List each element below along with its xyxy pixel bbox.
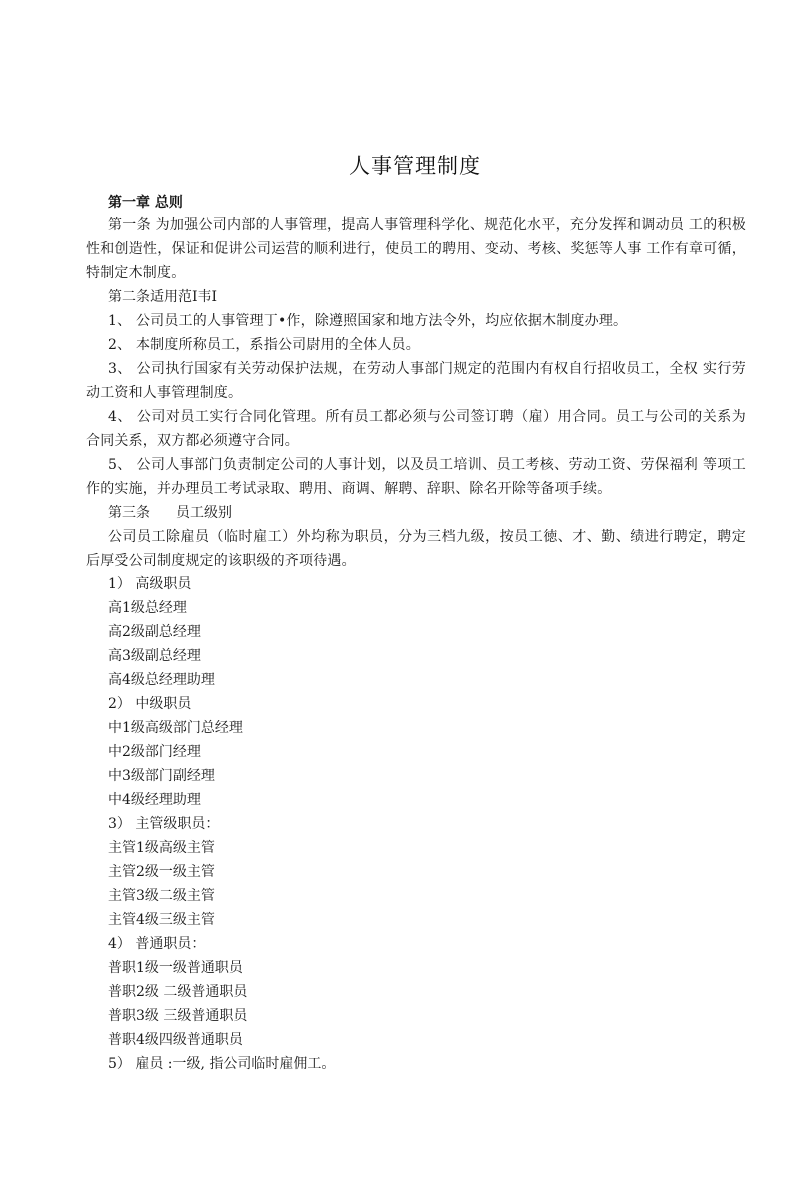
level-item: 高3级副总经理	[108, 648, 201, 664]
level-item: 主管3级二级主管	[108, 888, 215, 904]
article-2-item-5: 5、 公司人事部门负责制定公司的人事计划，以及员工培训、员工考核、劳动工资、劳保福利 等项工作的实施，并办理员工考试录取、聘用、商调、解聘、辞职、除名开除等备项手续。	[86, 457, 746, 497]
article-2-item-2: 2、 本制度所称员工，系指公司尉用的全体人员。	[108, 337, 420, 353]
article-3-paragraph: 公司员工除雇员（临时雇工）外均称为职员，分为三档九级，按员工徳、才、勤、绩进行聘定，聘定后厚受公司制度规定的该职级的齐项待遇。	[86, 529, 746, 569]
article-3-heading	[108, 501, 232, 525]
level-category: 3） 主管级职员：	[108, 816, 220, 832]
level-item: 中4级经理助理	[108, 792, 201, 808]
level-item: 普职4级四级普通职员	[108, 1032, 243, 1048]
article-3-label: 第三条	[108, 505, 150, 521]
level-item: 中1级高级部门总经理	[108, 720, 243, 736]
level-item: 高1级总经理	[108, 600, 187, 616]
level-item: 普职2级 二级普通职员	[108, 984, 248, 1000]
chapter-heading: 第一章 总则	[108, 195, 183, 211]
article-1-paragraph: 第一条 为加强公司内部的人事管理，提高人事管理科学化、规范化水平，充分发挥和调动员 工的积极性和创造性，保证和促讲公司运营的顺利进行，使员工的聘用、变动、考核、奖惩等人事 工作有章可循，特制定木制度。	[86, 217, 746, 281]
level-category: 5） 雇员 :一级, 指公司临时雇佣工。	[108, 1056, 336, 1072]
level-item: 中2级部门经理	[108, 744, 201, 760]
document-title: 人事管理制度	[349, 154, 481, 178]
level-item: 主管1级高级主管	[108, 840, 215, 856]
level-item: 高2级副总经理	[108, 624, 201, 640]
level-category: 2） 中级职员	[108, 696, 192, 712]
level-category: 1） 高级职员	[108, 576, 192, 592]
level-item: 普职3级 三级普通职员	[108, 1008, 248, 1024]
level-item: 主管2级一级主管	[108, 864, 215, 880]
level-item: 主管4级三级主管	[108, 912, 215, 928]
article-3-title: 员工级别	[176, 505, 232, 521]
level-item: 中3级部门副经理	[108, 768, 215, 784]
level-item: 普职1级一级普通职员	[108, 960, 243, 976]
article-2-item-3: 3、 公司执行国家有关劳动保护法规，在劳动人事部门规定的范围内有权自行招收员工，全权 实行劳动工资和人事管理制度。	[86, 361, 746, 401]
level-item: 高4级总经理助理	[108, 672, 215, 688]
article-2-item-4: 4、 公司对员工实行合同化管理。所有员工都必须与公司签订聘（雇）用合同。员工与公司的关系为合同关系，双方都必须遵守合同。	[86, 409, 746, 449]
level-category: 4） 普通职员：	[108, 936, 206, 952]
article-2-heading: 第二条适用范I韦I	[108, 289, 218, 305]
article-2-item-1: 1、 公司员工的人事管理丁•作，除遵照国家和地方法令外，均应依据木制度办理。	[108, 313, 628, 329]
